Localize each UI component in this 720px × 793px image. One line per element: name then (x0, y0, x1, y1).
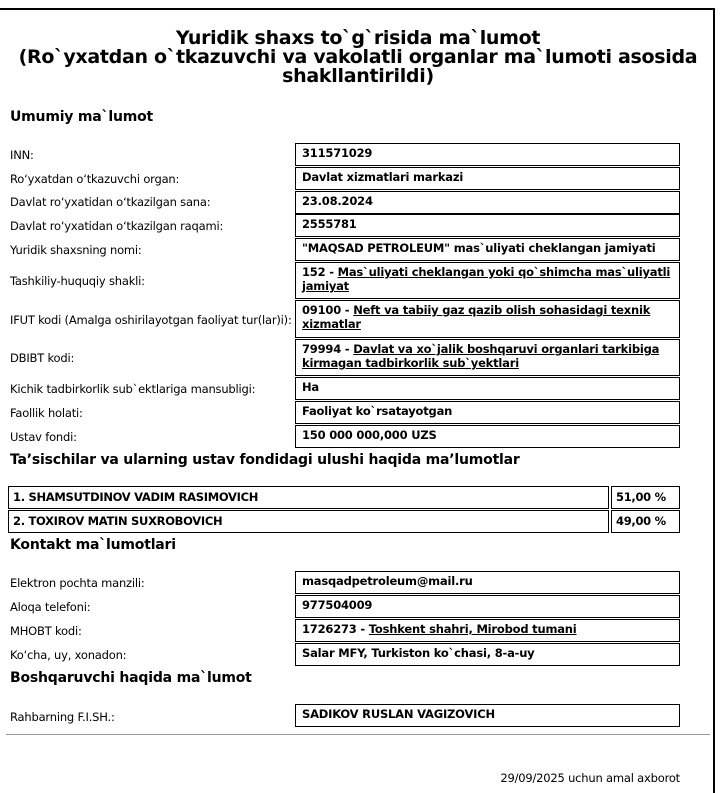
footer-validity-note: 29/09/2025 uchun amal axborot (500, 771, 680, 785)
ifut-code: 09100 - (302, 303, 354, 317)
founder-share-2: 49,00 % (611, 510, 680, 533)
value-registration-date: 23.08.2024 (295, 191, 680, 214)
label-ifut-code: IFUT kodi (Amalga oshirilayotgan faoliyat tur(lar)i): (10, 313, 292, 327)
founder-name-2: 2. TOXIROV MATIN SUXROBOVICH (8, 510, 609, 533)
value-mhobt-code (295, 619, 680, 642)
value-ifut-code (295, 300, 680, 338)
value-legal-form (295, 262, 680, 299)
section-heading-contact: Kontakt ma`lumotlari (10, 537, 176, 553)
section-heading-general: Umumiy ma`lumot (10, 109, 154, 125)
value-charter-capital: 150 000 000,000 UZS (295, 425, 680, 448)
founder-name-1: 1. SHAMSUTDINOV VADIM RASIMOVICH (8, 486, 609, 509)
value-email: masqadpetroleum@mail.ru (295, 571, 680, 594)
label-entity-name: Yuridik shaxsning nomi: (10, 243, 142, 257)
section-heading-founders: Ta’sischilar va ularning ustav fondidagi ulushi haqida ma’lumotlar (10, 452, 520, 468)
label-street-address: Ko‘cha, uy, xonadon: (10, 648, 127, 662)
value-inn: 311571029 (295, 143, 680, 166)
value-activity-status: Faoliyat ko`rsatayotgan (295, 401, 680, 424)
value-registration-number: 2555781 (295, 214, 680, 237)
label-email: Elektron pochta manzili: (10, 576, 145, 590)
title-line-1: Yuridik shaxs to`g`risida ma`lumot (175, 27, 541, 49)
page-title (0, 29, 716, 86)
label-registration-number: Davlat ro‘yxatidan o‘tkazilgan raqami: (10, 219, 224, 233)
label-mhobt-code: MHOBT kodi: (10, 624, 82, 638)
value-small-business: Ha (295, 377, 680, 400)
label-dbibt-code: DBIBT kodi: (10, 351, 75, 365)
mhobt-code: 1726273 - (302, 622, 369, 636)
value-phone: 977504009 (295, 595, 680, 618)
title-line-3: shakllantirildi) (282, 65, 434, 87)
label-small-business: Kichik tadbirkorlik sub`ektlariga mansubligi: (10, 382, 256, 396)
label-manager-name: Rahbarning F.I.SH.: (10, 710, 115, 724)
label-inn: INN: (10, 148, 34, 162)
legal-form-code: 152 - (302, 265, 338, 279)
dbibt-link[interactable]: Davlat va xo`jalik boshqaruvi organlari tarkibiga kirmagan tadbirkorlik sub`yektlari (302, 342, 660, 370)
horizontal-divider (6, 734, 710, 735)
label-registration-date: Davlat ro‘yxatidan o‘tkazilgan sana: (10, 195, 211, 209)
value-dbibt-code (295, 339, 680, 376)
dbibt-code: 79994 - (302, 342, 354, 356)
ifut-link[interactable]: Neft va tabiiy gaz qazib olish sohasidagi texnik xizmatlar (302, 303, 651, 331)
section-heading-manager: Boshqaruvchi haqida ma`lumot (10, 670, 252, 686)
value-street-address: Salar MFY, Turkiston ko`chasi, 8-a-uy (295, 643, 680, 666)
value-entity-name: "MAQSAD PETROLEUM" mas`uliyati cheklangan jamiyati (295, 238, 680, 261)
mhobt-link[interactable]: Toshkent shahri, Mirobod tumani (368, 622, 577, 636)
label-phone: Aloqa telefoni: (10, 600, 91, 614)
label-legal-form: Tashkiliy-huquqiy shakli: (10, 274, 145, 288)
label-activity-status: Faollik holati: (10, 406, 83, 420)
value-manager-name: SADIKOV RUSLAN VAGIZOVICH (295, 704, 680, 727)
label-registering-organ: Ro‘yxatdan o‘tkazuvchi organ: (10, 172, 180, 186)
label-charter-capital: Ustav fondi: (10, 430, 77, 444)
value-registering-organ: Davlat xizmatlari markazi (295, 167, 680, 190)
legal-form-link[interactable]: Mas`uliyati cheklangan yoki qo`shimcha mas`uliyatli jamiyat (302, 265, 671, 293)
title-line-2: (Ro`yxatdan o`tkazuvchi va vakolatli organlar ma`lumoti asosida (18, 46, 698, 68)
founder-share-1: 51,00 % (611, 486, 680, 509)
